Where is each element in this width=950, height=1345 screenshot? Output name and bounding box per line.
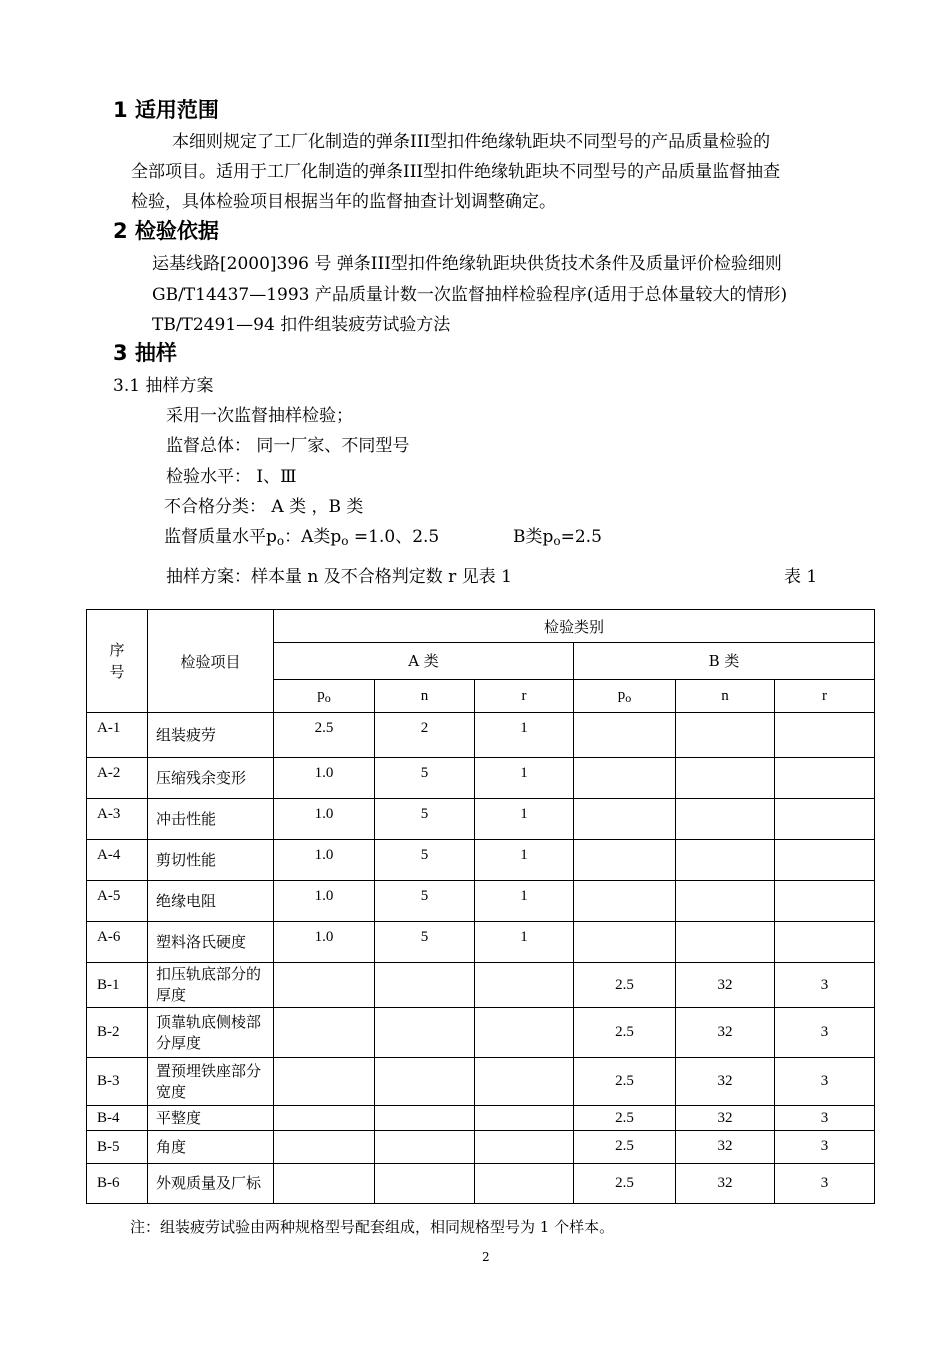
- plan-line-1: 采用一次监督抽样检验；: [166, 406, 353, 426]
- cell-a-r: 1: [475, 758, 574, 799]
- row-id: B-1: [87, 963, 148, 1008]
- cell-b-n: [676, 758, 775, 799]
- cell-a-r: 1: [475, 840, 574, 881]
- reference-2: GB/T14437—1993 产品质量计数一次监督抽样检验程序(适用于总体量较大的情形): [152, 285, 788, 305]
- cell-a-n: 5: [375, 840, 475, 881]
- table-row: [87, 840, 875, 881]
- quality-level-label: 监督质量水平p: [164, 527, 277, 547]
- row-item: 冲击性能: [148, 799, 274, 840]
- table-note: 注：组装疲劳试验由两种规格型号配套组成，相同规格型号为 1 个样本。: [130, 1218, 615, 1236]
- cell-b-n: 32: [676, 1164, 775, 1204]
- cell-a-p: [274, 1106, 375, 1131]
- cell-b-r: 3: [775, 1164, 875, 1204]
- row-id: B-6: [87, 1164, 148, 1204]
- cell-a-n: 2: [375, 713, 475, 758]
- section-3-1-title: 3.1 抽样方案: [113, 376, 214, 396]
- quality-level-b-value: =2.5: [560, 527, 602, 547]
- cell-b-r: [775, 922, 875, 963]
- cell-a-p: [274, 1131, 375, 1164]
- cell-a-r: 1: [475, 713, 574, 758]
- cell-b-n: [676, 922, 775, 963]
- table-ref: 表 1: [784, 567, 818, 587]
- cell-a-n: 5: [375, 881, 475, 922]
- cell-a-r: 1: [475, 881, 574, 922]
- row-id: B-4: [87, 1106, 148, 1131]
- cell-b-r: 3: [775, 1131, 875, 1164]
- cell-a-r: [475, 1058, 574, 1106]
- cell-a-p: 1.0: [274, 799, 375, 840]
- cell-a-n: 5: [375, 758, 475, 799]
- row-item: 压缩残余变形: [148, 758, 274, 799]
- cell-b-r: [775, 881, 875, 922]
- cell-b-r: [775, 758, 875, 799]
- table-row: [87, 1008, 875, 1058]
- header-category: 检验类别: [274, 610, 875, 643]
- plan-line-5: [164, 522, 439, 548]
- plan-line-4: 不合格分类： A 类 ，B 类: [164, 497, 364, 517]
- cell-b-n: 32: [676, 1008, 775, 1058]
- cell-a-p: [274, 1008, 375, 1058]
- row-id: B-2: [87, 1008, 148, 1058]
- cell-a-r: [475, 1131, 574, 1164]
- table-row: [87, 963, 875, 1008]
- row-item: 顶靠轨底侧棱部分厚度: [148, 1008, 274, 1058]
- quality-level-a: ：A类p: [284, 527, 342, 547]
- cell-a-n: [375, 1106, 475, 1131]
- subscript-o: o: [276, 534, 285, 548]
- cell-b-n: [676, 881, 775, 922]
- cell-b-n: 32: [676, 1106, 775, 1131]
- page-number: 2: [482, 1250, 490, 1264]
- cell-b-p: [574, 799, 676, 840]
- cell-a-p: 1.0: [274, 922, 375, 963]
- header-seq: 序号: [87, 610, 148, 713]
- cell-b-p: [574, 758, 676, 799]
- table-row: [87, 1106, 875, 1131]
- cell-b-r: [775, 840, 875, 881]
- header-class-b: B 类: [574, 643, 875, 680]
- cell-b-p: [574, 881, 676, 922]
- cell-a-n: [375, 1131, 475, 1164]
- table-row: [87, 1164, 875, 1204]
- plan-line-6: 抽样方案：样本量 n 及不合格判定数 r 见表 1: [166, 567, 512, 587]
- cell-b-r: 3: [775, 1106, 875, 1131]
- section-1-line-1: 本细则规定了工厂化制造的弹条III型扣件绝缘轨距块不同型号的产品质量检验的: [172, 132, 771, 152]
- sampling-table: [86, 609, 875, 1204]
- row-id: B-3: [87, 1058, 148, 1106]
- row-item: 塑料洛氏硬度: [148, 922, 274, 963]
- cell-b-r: 3: [775, 1058, 875, 1106]
- header-a-n: n: [375, 680, 475, 713]
- row-item: 角度: [148, 1131, 274, 1164]
- row-id: A-5: [87, 881, 148, 922]
- cell-b-p: 2.5: [574, 1058, 676, 1106]
- cell-a-p: 1.0: [274, 758, 375, 799]
- table-row: [87, 758, 875, 799]
- row-id: A-4: [87, 840, 148, 881]
- cell-b-r: 3: [775, 963, 875, 1008]
- cell-a-p: [274, 1164, 375, 1204]
- cell-a-n: 5: [375, 922, 475, 963]
- cell-b-n: [676, 713, 775, 758]
- header-a-r: r: [475, 680, 574, 713]
- quality-level-a-values: =1.0、2.5: [348, 527, 440, 547]
- table-row: [87, 1058, 875, 1106]
- cell-a-r: [475, 1106, 574, 1131]
- cell-b-p: 2.5: [574, 1008, 676, 1058]
- cell-b-p: [574, 840, 676, 881]
- cell-a-p: [274, 1058, 375, 1106]
- row-item: 平整度: [148, 1106, 274, 1131]
- plan-line-2: 监督总体： 同一厂家、不同型号: [166, 436, 410, 456]
- header-a-p: $p_o$: [274, 680, 375, 713]
- cell-a-n: [375, 963, 475, 1008]
- subscript-o: o: [553, 534, 561, 548]
- cell-b-n: [676, 840, 775, 881]
- cell-b-p: 2.5: [574, 1106, 676, 1131]
- table-row: [87, 881, 875, 922]
- cell-b-n: [676, 799, 775, 840]
- header-b-r: r: [775, 680, 875, 713]
- header-b-p: $p_o$: [574, 680, 676, 713]
- cell-a-r: [475, 963, 574, 1008]
- cell-a-p: 1.0: [274, 840, 375, 881]
- header-class-a: A 类: [274, 643, 574, 680]
- cell-a-r: [475, 1164, 574, 1204]
- quality-level-b: [513, 522, 602, 548]
- header-b-n: n: [676, 680, 775, 713]
- plan-line-3: 检验水平： Ⅰ、Ⅲ: [166, 467, 297, 487]
- row-item: 绝缘电阻: [148, 881, 274, 922]
- subscript-o: o: [341, 534, 349, 548]
- table-row: [87, 1131, 875, 1164]
- reference-3: TB/T2491—94 扣件组装疲劳试验方法: [152, 315, 451, 335]
- table-row: [87, 799, 875, 840]
- row-item: 剪切性能: [148, 840, 274, 881]
- cell-b-n: 32: [676, 963, 775, 1008]
- cell-b-p: 2.5: [574, 1164, 676, 1204]
- cell-a-r: 1: [475, 799, 574, 840]
- cell-b-p: 2.5: [574, 1131, 676, 1164]
- row-item: 扣压轨底部分的厚度: [148, 963, 274, 1008]
- header-item: 检验项目: [148, 610, 274, 713]
- row-item: 外观质量及厂标: [148, 1164, 274, 1204]
- cell-a-n: [375, 1008, 475, 1058]
- cell-a-p: 2.5: [274, 713, 375, 758]
- cell-a-n: [375, 1164, 475, 1204]
- cell-a-n: [375, 1058, 475, 1106]
- cell-b-r: [775, 713, 875, 758]
- cell-a-r: 1: [475, 922, 574, 963]
- section-2-heading: 2 检验依据: [113, 219, 219, 243]
- cell-b-p: 2.5: [574, 963, 676, 1008]
- cell-b-r: [775, 799, 875, 840]
- row-item: 置预埋铁座部分宽度: [148, 1058, 274, 1106]
- row-item: 组装疲劳: [148, 713, 274, 758]
- section-1-heading: 1 适用范围: [113, 98, 219, 122]
- row-id: A-6: [87, 922, 148, 963]
- cell-b-n: 32: [676, 1131, 775, 1164]
- row-id: B-5: [87, 1131, 148, 1164]
- cell-b-p: [574, 922, 676, 963]
- cell-b-n: 32: [676, 1058, 775, 1106]
- row-id: A-3: [87, 799, 148, 840]
- reference-1: 运基线路[2000]396 号 弹条III型扣件绝缘轨距块供货技术条件及质量评价检验细则: [152, 254, 782, 274]
- quality-level-b-label: B类p: [513, 527, 554, 547]
- table-row: [87, 713, 875, 758]
- row-id: A-1: [87, 713, 148, 758]
- section-1-line-2: 全部项目。适用于工厂化制造的弹条III型扣件绝缘轨距块不同型号的产品质量监督抽查: [131, 162, 781, 182]
- section-3-heading: 3 抽样: [113, 341, 177, 365]
- cell-b-p: [574, 713, 676, 758]
- cell-a-r: [475, 1008, 574, 1058]
- table-row: [87, 922, 875, 963]
- cell-a-p: 1.0: [274, 881, 375, 922]
- cell-b-r: 3: [775, 1008, 875, 1058]
- row-id: A-2: [87, 758, 148, 799]
- cell-a-n: 5: [375, 799, 475, 840]
- cell-a-p: [274, 963, 375, 1008]
- section-1-line-3: 检验，具体检验项目根据当年的监督抽查计划调整确定。: [131, 192, 556, 212]
